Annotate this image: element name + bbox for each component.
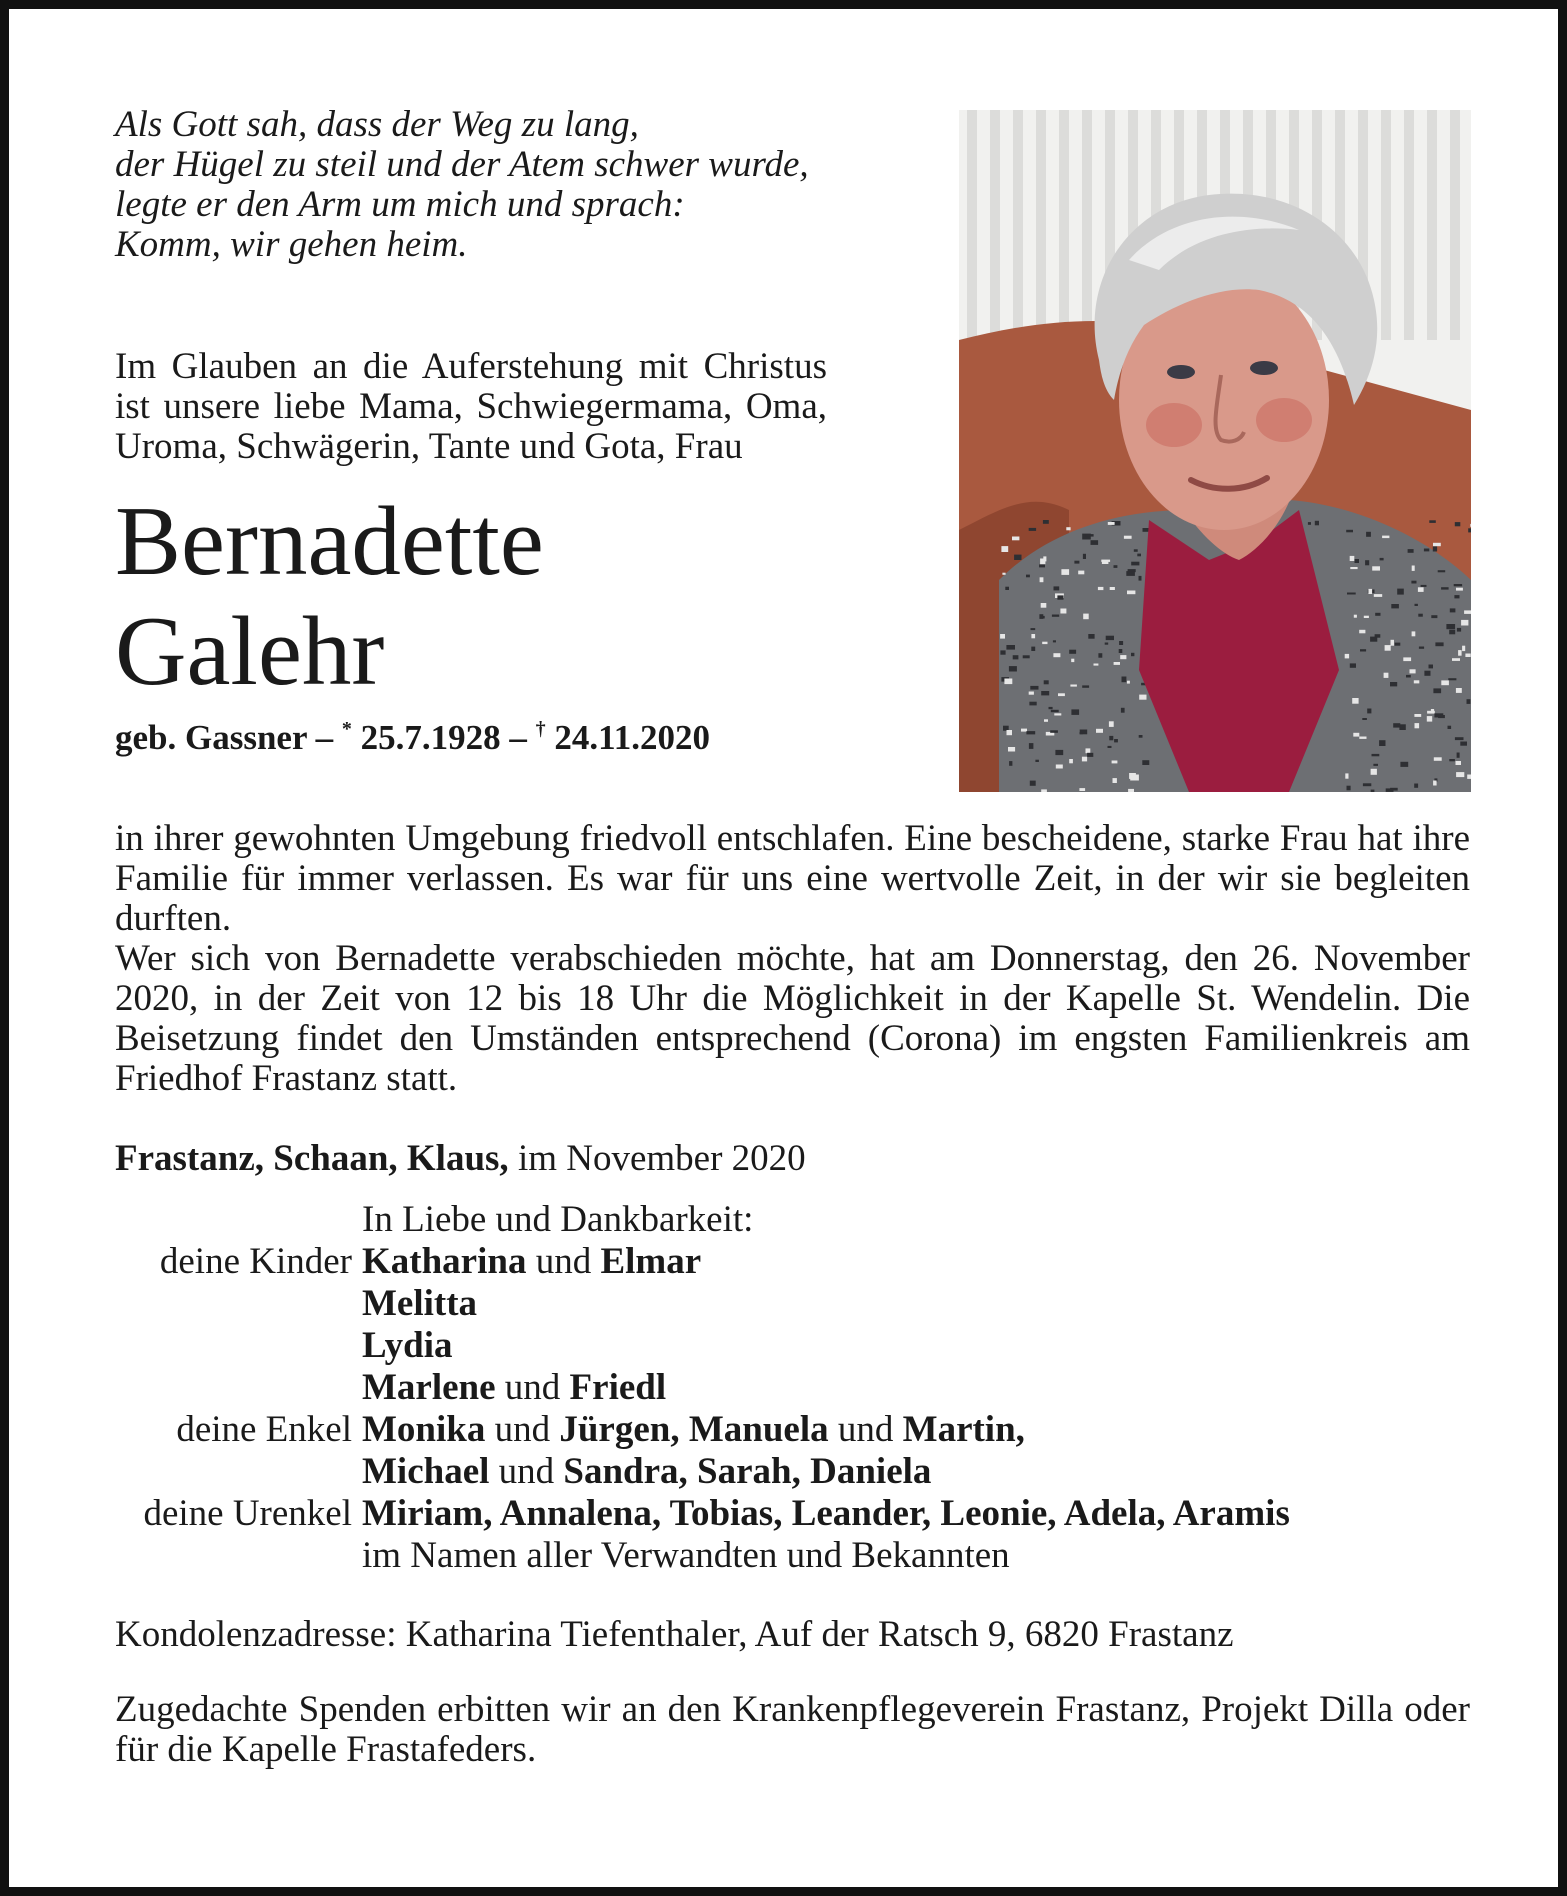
cardigan-fleck (1003, 726, 1009, 731)
cardigan-fleck (1109, 736, 1113, 740)
mourners-list (115, 1199, 1470, 1577)
cardigan-fleck (1043, 520, 1049, 524)
cardigan-fleck (1021, 729, 1027, 732)
cardigan-fleck (1009, 666, 1017, 671)
cardigan-fleck (1391, 640, 1395, 646)
cardigan-fleck (1031, 634, 1035, 638)
cardigan-fleck (1414, 784, 1418, 788)
cardigan-fleck (1427, 711, 1435, 714)
cardigan-fleck (1345, 654, 1349, 659)
cardigan-fleck (1399, 724, 1405, 730)
children-label: deine Kinder (159, 1241, 352, 1282)
cardigan-fleck (1026, 575, 1030, 578)
cardigan-fleck (1001, 546, 1008, 552)
cardigan-fleck (1345, 773, 1348, 778)
cardigan-fleck (1119, 641, 1123, 645)
cardigan-fleck (1360, 649, 1366, 651)
cardigan-fleck (1433, 688, 1441, 693)
cardigan-fleck (1131, 562, 1139, 566)
cardigan-fleck (1385, 645, 1391, 651)
portrait-photo (959, 110, 1471, 792)
cardigan-fleck (1424, 671, 1430, 676)
cardigan-fleck (1041, 789, 1047, 792)
cardigan-fleck (1315, 521, 1319, 526)
cardigan-fleck (1350, 663, 1356, 667)
radiator-fin (967, 110, 977, 340)
cardigan-fleck (1350, 567, 1357, 569)
cardigan-fleck (1137, 554, 1141, 557)
cardigan-fleck (1456, 772, 1464, 777)
cardigan-fleck (1096, 729, 1103, 733)
cardigan-fleck (1083, 554, 1086, 559)
cardigan-fleck (1456, 761, 1462, 765)
cardigan-fleck (1354, 615, 1357, 618)
cardigan-fleck (1457, 628, 1461, 632)
body-paragraph-1: in ihrer gewohnten Umgebung friedvoll entschlafen. Eine bescheidene, starke Frau hat ihre Familie für immer verlassen. Es war für uns eine wertvolle Zeit, in der wir sie begleiten durften. (115, 818, 1470, 939)
cardigan-fleck (1352, 698, 1358, 704)
cardigan-fleck (1053, 653, 1060, 657)
cardigan-fleck (1449, 630, 1455, 635)
cardigan-fleck (1094, 664, 1099, 666)
cardigan-fleck (1023, 655, 1030, 658)
cardigan-fleck (1043, 556, 1046, 561)
cardigan-fleck (1429, 520, 1436, 523)
cardigan-fleck (1460, 742, 1467, 746)
cardigan-fleck (1031, 628, 1036, 630)
cardigan-fleck (1121, 708, 1125, 713)
cardigan-fleck (1379, 740, 1385, 746)
cardigan-fleck (1074, 561, 1079, 564)
cardigan-fleck (1087, 753, 1093, 757)
cardigan-fleck (1053, 640, 1056, 642)
cardigan-fleck (1452, 658, 1460, 661)
cardigan-fleck (1433, 543, 1441, 546)
cardigan-fleck (1109, 721, 1114, 727)
separator: – (509, 718, 527, 757)
death-symbol: † (535, 718, 546, 740)
grandchildren-names (362, 1409, 1025, 1451)
radiator-fin (1427, 110, 1437, 340)
intro-text: Im Glauben an die Auferstehung mit Christus ist unsere liebe Mama, Schwiegermama, Oma, Uroma, Schwägerin, Tante und Gota, Frau (115, 346, 827, 467)
cardigan-fleck (1029, 702, 1036, 706)
cardigan-fleck (1026, 731, 1035, 734)
cardigan-fleck (1412, 566, 1415, 571)
cardigan-fleck (1386, 788, 1394, 792)
cardigan-fleck (1461, 620, 1468, 626)
cardigan-fleck (1433, 781, 1437, 786)
cardigan-fleck (1359, 737, 1366, 739)
cardigan-fleck (1454, 584, 1462, 586)
cardigan-fleck (1429, 665, 1434, 669)
cardigan-fleck (1130, 775, 1139, 781)
poem (115, 105, 827, 265)
cardigan-fleck (1418, 614, 1423, 617)
cardigan-fleck (1395, 643, 1401, 646)
cardigan-fleck (1390, 682, 1397, 686)
cardigan-fleck (1410, 669, 1416, 673)
cardigan-fleck (1434, 757, 1442, 761)
grandchildren-label: deine Enkel (176, 1409, 352, 1450)
children-names (362, 1325, 453, 1367)
closing-row (115, 1535, 1470, 1577)
cardigan-fleck (1431, 615, 1437, 618)
cardigan-fleck (1139, 735, 1143, 738)
cardigan-fleck (1421, 585, 1427, 587)
death-date: 24.11.2020 (554, 718, 710, 757)
cardigan-fleck (1098, 587, 1104, 590)
mourner-name: Katharina (362, 1241, 527, 1282)
first-name: Bernadette (115, 487, 544, 596)
cardigan-fleck (1467, 775, 1471, 779)
cardigan-fleck (1127, 591, 1135, 595)
cardigan-fleck (1415, 604, 1418, 606)
cardigan-fleck (1397, 589, 1404, 595)
cardigan-fleck (1448, 726, 1452, 729)
cardigan-fleck (1051, 710, 1059, 712)
maiden-name: geb. Gassner (115, 718, 307, 757)
cardigan-fleck (1414, 714, 1421, 717)
mourner-name: Marlene (362, 1367, 496, 1408)
cardigan-fleck (1143, 528, 1150, 532)
cardigan-fleck (1470, 524, 1471, 527)
cardigan-fleck (1012, 537, 1019, 541)
cardigan-fleck (1464, 610, 1471, 614)
cardigan-fleck (1455, 737, 1464, 740)
cardigan-fleck (1380, 558, 1384, 561)
cardigan-fleck (1041, 691, 1049, 695)
cardigan-fleck (1083, 614, 1089, 620)
cardigan-fleck (1456, 588, 1463, 591)
last-name: Galehr (115, 597, 385, 706)
children-row (115, 1325, 1470, 1367)
cardigan-fleck (1102, 560, 1109, 564)
children-names (362, 1367, 666, 1409)
cardigan-fleck (1419, 647, 1424, 649)
cardigan-fleck (1114, 565, 1118, 568)
cardigan-fleck (1127, 681, 1130, 684)
birth-symbol: * (341, 718, 352, 740)
radiator-fin (1036, 110, 1046, 340)
cardigan-fleck (1355, 559, 1360, 563)
grandchildren-row (115, 1451, 1470, 1493)
cardigan-fleck (1391, 604, 1399, 608)
conjunction: und (837, 1409, 894, 1450)
cardigan-fleck (1414, 680, 1420, 683)
cardigan-fleck (1424, 549, 1429, 552)
cardigan-fleck (1126, 571, 1135, 576)
mourner-name: Monika (362, 1409, 486, 1450)
great-grandchildren-row (115, 1493, 1470, 1535)
conjunction: und (498, 1451, 555, 1492)
radiator-fin (1381, 110, 1391, 340)
cardigan-fleck (1082, 685, 1089, 687)
great-grandchildren-label: deine Urenkel (143, 1493, 352, 1534)
cardigan-fleck (1134, 549, 1138, 552)
poem-line: Komm, wir gehen heim. (115, 224, 468, 265)
great-grandchildren-names (362, 1493, 1290, 1535)
mourners-heading-row (115, 1199, 1470, 1241)
cardigan-fleck (1353, 733, 1359, 737)
cardigan-fleck (1450, 608, 1456, 612)
mourner-name: Elmar (600, 1241, 702, 1282)
cardigan-fleck (1408, 549, 1414, 553)
cardigan-fleck (1142, 760, 1149, 765)
cardigan-fleck (1042, 642, 1047, 644)
radiator-fin (1450, 110, 1460, 340)
cardigan-fleck (1131, 653, 1134, 656)
radiator-fin (1059, 110, 1069, 340)
cardigan-fleck (1009, 761, 1012, 766)
mourner-name: Lydia (362, 1325, 453, 1366)
children-row (115, 1367, 1470, 1409)
cardigan-fleck (1347, 593, 1356, 595)
cardigan-fleck (1112, 761, 1118, 764)
cardigan-fleck (1008, 747, 1015, 752)
radiator-fin (990, 110, 1000, 340)
mourner-name: Melitta (362, 1283, 478, 1324)
cardigan-fleck (1458, 650, 1462, 656)
cardigan-fleck (1079, 788, 1085, 791)
cardigan-fleck (1455, 522, 1461, 526)
cardigan-fleck (1041, 603, 1047, 608)
radiator-fin (1082, 110, 1092, 340)
portrait-illustration (959, 110, 1471, 792)
birth-date: 25.7.1928 (360, 718, 501, 757)
cardigan-fleck (1382, 536, 1389, 539)
cardigan-fleck (1044, 719, 1048, 722)
cardigan-fleck (1066, 527, 1070, 530)
cardigan-fleck (1347, 786, 1351, 791)
header-section (115, 105, 1470, 805)
cardigan-fleck (1415, 723, 1420, 728)
cardigan-fleck (1013, 655, 1019, 659)
radiator-fin (1404, 110, 1414, 340)
cardigan-fleck (1039, 614, 1043, 619)
cardigan-fleck (1418, 587, 1424, 592)
cardigan-fleck (1124, 536, 1132, 539)
cardigan-fleck (1057, 595, 1063, 599)
cardigan-fleck (1055, 750, 1063, 755)
cardigan-fleck (1014, 555, 1021, 560)
separator: – (315, 718, 334, 757)
cardigan-fleck (1438, 570, 1446, 572)
cardigan-fleck (1000, 650, 1005, 654)
cardigan-fleck (1098, 653, 1102, 658)
cardigan-fleck (1367, 709, 1371, 714)
cardigan-fleck (1054, 586, 1060, 590)
cardigan-fleck (1091, 540, 1099, 545)
header-text-column (115, 105, 827, 760)
cardigan-fleck (1108, 746, 1112, 748)
cardigan-fleck (1029, 743, 1034, 749)
cardigan-fleck (1088, 634, 1094, 639)
mourner-name: Miriam, Annalena, Tobias, Leander, Leonie, Adela, Aramis (362, 1493, 1290, 1534)
mourner-name: Sandra, Sarah, Daniela (563, 1451, 932, 1492)
cardigan-fleck (1446, 624, 1455, 629)
cardigan-fleck (1000, 634, 1005, 639)
cardigan-fleck (1467, 699, 1471, 704)
cardigan-fleck (1441, 587, 1449, 589)
deceased-name (115, 487, 827, 707)
poem-line: Als Gott sah, dass der Weg zu lang, (115, 104, 639, 145)
cardigan-fleck (1139, 695, 1146, 700)
cardigan-fleck (1002, 573, 1005, 575)
mourner-name: Michael (362, 1451, 490, 1492)
cardigan-fleck (1371, 790, 1375, 792)
conjunction: und (535, 1241, 592, 1282)
condolence-address: Kondolenzadresse: Katharina Tiefenthaler, Auf der Ratsch 9, 6820 Frastanz (115, 1614, 1234, 1655)
children-row (115, 1283, 1470, 1325)
cardigan-fleck (1114, 662, 1120, 665)
cardigan-fleck (1060, 609, 1066, 614)
cardigan-fleck (1110, 587, 1115, 590)
cardigan-fleck (1384, 673, 1389, 678)
cardigan-fleck (1373, 764, 1378, 766)
cardigan-fleck (1070, 685, 1077, 687)
cardigan-fleck (1372, 754, 1380, 756)
cardigan-fleck (1374, 594, 1382, 597)
cardigan-fleck (1435, 642, 1443, 646)
cardigan-fleck (1350, 556, 1355, 561)
children-names (362, 1283, 477, 1325)
cardigan-fleck (1044, 680, 1049, 684)
cardigan-fleck (1113, 778, 1117, 783)
cardigan-fleck (1433, 546, 1437, 551)
cardigan-fleck (1030, 781, 1036, 786)
cardigan-fleck (1069, 650, 1076, 654)
cardigan-fleck (1039, 564, 1045, 567)
poem-line: der Hügel zu steil und der Atem schwer wurde, (115, 144, 809, 185)
cardigan-fleck (1366, 532, 1371, 537)
conjunction: und (504, 1367, 561, 1408)
cardigan-fleck (1372, 566, 1380, 570)
cardigan-fleck (1403, 657, 1411, 661)
cardigan-fleck (1468, 528, 1471, 532)
cardigan-fleck (1462, 646, 1465, 651)
mourners-heading: In Liebe und Dankbarkeit: (362, 1199, 754, 1240)
life-dates (115, 707, 827, 760)
cardigan-fleck (1457, 753, 1460, 758)
cardigan-fleck (1052, 615, 1059, 617)
cardigan-fleck (1412, 631, 1416, 636)
cardigan-fleck (1371, 769, 1377, 775)
cardigan-fleck (1006, 645, 1015, 650)
grandchildren-names (362, 1451, 931, 1493)
children-names (362, 1241, 701, 1283)
cardigan-fleck (1368, 589, 1372, 594)
place-date: im November 2020 (517, 1138, 806, 1179)
place-and-date (115, 1139, 1470, 1179)
cardigan-fleck (1359, 630, 1365, 634)
cardigan-fleck (1061, 569, 1069, 575)
cardigan-fleck (1122, 677, 1127, 683)
poem-line: legte er den Arm um mich und sprach: (115, 184, 685, 225)
cardigan-fleck (1106, 636, 1114, 640)
cardigan-fleck (1085, 534, 1093, 537)
cardigan-fleck (1393, 723, 1400, 727)
cardigan-fleck (1308, 522, 1311, 525)
mourner-name: Jürgen, Manuela (559, 1409, 829, 1450)
obituary-content (115, 105, 1470, 1770)
cardigan-fleck (1441, 680, 1449, 685)
cardigan-fleck (1400, 762, 1408, 767)
cardigan-fleck (1050, 730, 1058, 733)
cardigan-fleck (1128, 789, 1134, 792)
cardigan-fleck (1105, 643, 1109, 645)
cardigan-fleck (1454, 595, 1459, 598)
children-row (115, 1241, 1470, 1283)
cardigan-fleck (1082, 757, 1087, 762)
cardigan-fleck (1029, 528, 1036, 531)
cardigan-fleck (1078, 571, 1084, 575)
grandchildren-row (115, 1409, 1470, 1451)
cardigan-fleck (1004, 679, 1012, 685)
cardigan-fleck (1031, 647, 1035, 651)
cardigan-fleck (1040, 577, 1044, 582)
cardigan-fleck (1375, 613, 1380, 616)
mourner-name: Friedl (569, 1367, 667, 1408)
cardigan-fleck (1071, 709, 1079, 715)
cardigan-fleck (1029, 692, 1034, 695)
cardigan-fleck (1058, 693, 1065, 696)
cardigan-fleck (1346, 530, 1353, 533)
towns: Frastanz, Schaan, Klaus, (115, 1138, 509, 1179)
cardigan-fleck (1449, 759, 1455, 761)
cardigan-fleck (1375, 634, 1381, 638)
cardigan-fleck (1120, 655, 1126, 659)
cardigan-fleck (1465, 654, 1470, 658)
mourner-name: Martin, (902, 1409, 1025, 1450)
cardigan-fleck (1071, 659, 1074, 662)
cardigan-fleck (1362, 718, 1367, 720)
cardigan-fleck (1411, 581, 1416, 584)
cardigan-fleck (1456, 688, 1462, 693)
cardigan-fleck (1119, 649, 1123, 653)
cardigan-fleck (1108, 522, 1115, 525)
conjunction: und (494, 1409, 551, 1450)
cardigan-fleck (1139, 576, 1142, 581)
donation-note: Zugedachte Spenden erbitten wir an den Krankenpflegeverein Frastanz, Projekt Dilla oder für die Kapelle Frastafeders. (115, 1689, 1470, 1770)
cardigan-fleck (1427, 716, 1432, 722)
cardigan-fleck (1363, 783, 1371, 786)
cardigan-fleck (1056, 765, 1063, 769)
cardigan-fleck (1049, 707, 1053, 709)
cardigan-fleck (1080, 732, 1083, 734)
body-text (115, 819, 1470, 1099)
cardigan-fleck (1069, 759, 1073, 763)
cardigan-fleck (1365, 560, 1369, 565)
radiator-fin (1013, 110, 1023, 340)
cardigan-fleck (1035, 760, 1039, 762)
mourners-closing: im Namen aller Verwandten und Bekannten (362, 1535, 1010, 1576)
cardigan-fleck (1054, 713, 1061, 715)
body-paragraph-2: Wer sich von Bernadette verabschieden möchte, hat am Donnerstag, den 26. November 2020, in der Zeit von 12 bis 18 Uhr die Möglichkeit in der Kapelle St. Wendelin. Die Beisetzung findet den Umständen entsprechend (Corona) im engsten Familienkreis am Friedhof Frastanz statt. (115, 938, 1470, 1099)
cardigan-fleck (1114, 739, 1118, 742)
cardigan-fleck (1005, 587, 1009, 590)
cardigan-fleck (1406, 675, 1411, 678)
cardigan-fleck (1364, 616, 1369, 618)
cardigan-fleck (1007, 730, 1013, 735)
cardigan-fleck (1086, 748, 1091, 753)
cardigan-fleck (1448, 678, 1456, 680)
cardigan-fleck (1434, 713, 1443, 717)
cardigan-fleck (1030, 686, 1038, 690)
